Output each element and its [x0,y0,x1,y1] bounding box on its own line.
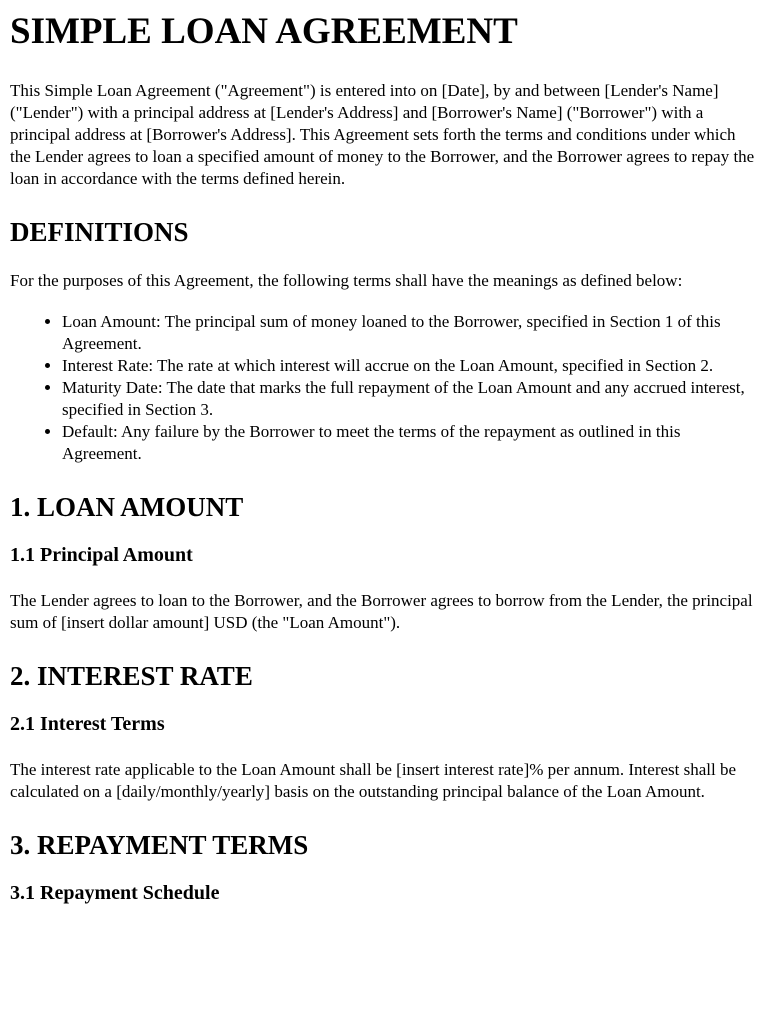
section-3-1-subheading: 3.1 Repayment Schedule [10,882,220,904]
section-2-heading: 2. INTEREST RATE [10,661,253,691]
section-1-heading: 1. LOAN AMOUNT [10,492,244,522]
definitions-list [10,311,760,465]
definitions-intro: For the purposes of this Agreement, the following terms shall have the meanings as defined below: [10,271,683,290]
definitions-heading: DEFINITIONS [10,217,189,247]
intro-paragraph: This Simple Loan Agreement ("Agreement") is entered into on [Date], by and between [Lender's Name] ("Lender") with a principal address at [Lender's Address] and [Borrower's Name] ("Borrower") with a principal address at [Borrower's Address]. This Agreement sets forth the terms and conditions under which the Lender agrees to loan a specified amount of money to the Borrower, and the Borrower agrees to repay the loan in accordance with the terms defined herein. [10,81,755,188]
section-3-heading: 3. REPAYMENT TERMS [10,830,309,860]
section-1-1-subheading: 1.1 Principal Amount [10,544,193,566]
section-1-1-body: The Lender agrees to loan to the Borrower, and the Borrower agrees to borrow from the Lender, the principal sum of [insert dollar amount] USD (the "Loan Amount"). [10,591,753,632]
definition-item-maturity-date: • Maturity Date: The date that marks the full repayment of the Loan Amount and any accrued interest, specified in Section 3. [62,377,760,421]
definition-item-loan-amount: • Loan Amount: The principal sum of money loaned to the Borrower, specified in Section 1 of this Agreement. [62,311,760,355]
section-2-1-subheading: 2.1 Interest Terms [10,713,165,735]
definition-item-default: • Default: Any failure by the Borrower to meet the terms of the repayment as outlined in this Agreement. [62,421,760,465]
section-2-1-body: The interest rate applicable to the Loan Amount shall be [insert interest rate]% per annum. Interest shall be calculated on a [daily/monthly/yearly] basis on the outstanding principal balance of the Loan Amount. [10,760,737,801]
definition-item-interest-rate: • Interest Rate: The rate at which interest will accrue on the Loan Amount, specified in Section 2. [62,355,760,377]
document-title: SIMPLE LOAN AGREEMENT [10,11,518,52]
document [0,12,770,905]
